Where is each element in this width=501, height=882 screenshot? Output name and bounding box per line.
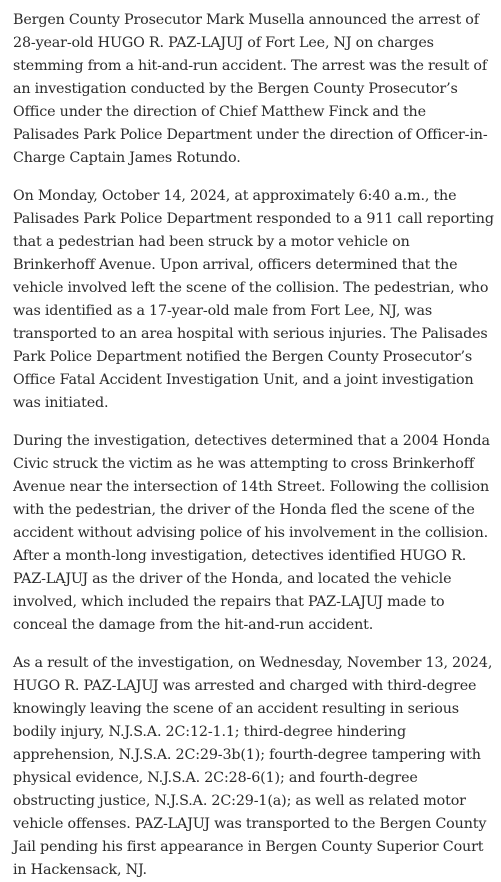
paragraph-incident-details: On Monday, October 14, 2024, at approximately 6:40 a.m., the Palisades Park Police Department responded to a 911 call reporting that a pedestrian had been struck by a motor vehicle on Brinkerhoff Avenue. Upon arrival, officers determined that the vehicle involved left the scene of the collision. The pedestrian, who was identified as a 17-year-old male from Fort Lee, NJ, was transported to an area hospital with serious injuries. The Palisades Park Police Department notified the Bergen County Prosecutor’s Office Fatal Accident Investigation Unit, and a joint investigation was initiated. (13, 188, 494, 411)
paragraph-charges: As a result of the investigation, on Wednesday, November 13, 2024, HUGO R. PAZ-LAJUJ was arrested and charged with third-degree knowingly leaving the scene of an accident resulting in serious bodily injury, N.J.S.A. 2C:12-1.1; third-degree hindering apprehension, N.J.S.A. 2C:29-3b(1); fourth-degree tampering with physical evidence, N.J.S.A. 2C:28-6(1); and fourth-degree obstructing justice, N.J.S.A. 2C:29-1(a); as well as related motor vehicle offenses. PAZ-LAJUJ was transported to the Bergen County Jail pending his first appearance in Bergen County Superior Court in Hackensack, NJ. (13, 655, 493, 878)
paragraph-arrest-announcement: Bergen County Prosecutor Mark Musella announced the arrest of 28-year-old HUGO R. PAZ-LAJUJ of Fort Lee, NJ on charges stemming from a hit-and-run accident. The arrest was the result of an investigation conducted by the Bergen County Prosecutor’s Office under the direction of Chief Matthew Finck and the Palisades Park Police Department under the direction of Officer-in-Charge Captain James Rotundo. (13, 12, 488, 166)
paragraph-investigation: During the investigation, detectives determined that a 2004 Honda Civic struck the victim as he was attempting to cross Brinkerhoff Avenue near the intersection of 14th Street. Following the collision with the pedestrian, the driver of the Honda fled the scene of the accident without advising police of his involvement in the collision. After a month-long investigation, detectives identified HUGO R. PAZ-LAJUJ as the driver of the Honda, and located the vehicle involved, which included the repairs that PAZ-LAJUJ made to conceal the damage from the hit-and-run accident. (13, 433, 490, 633)
